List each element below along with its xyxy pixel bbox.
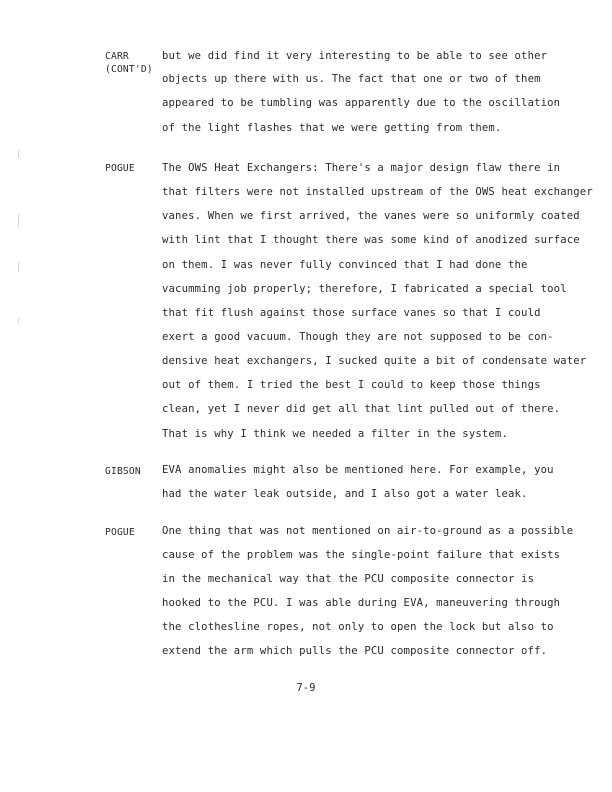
- dialogue-line: that filters were not installed upstream of the OWS heat exchanger: [162, 186, 593, 198]
- dialogue-line: One thing that was not mentioned on air-to-ground as a possible: [162, 525, 574, 537]
- dialogue-line: objects up there with us. The fact that one or two of them: [162, 73, 541, 85]
- dialogue-line: with lint that I thought there was some kind of anodized surface: [162, 234, 580, 246]
- dialogue-line: that fit flush against those surface vanes so that I could: [162, 307, 541, 319]
- dialogue-line: appeared to be tumbling was apparently due to the oscillation: [162, 97, 561, 109]
- dialogue-line: vanes. When we first arrived, the vanes were so uniformly coated: [162, 210, 580, 222]
- dialogue-line: That is why I think we needed a filter in the system.: [162, 428, 508, 440]
- dialogue-line: on them. I was never fully convinced that I had done the: [162, 259, 528, 271]
- speaker-label: GIBSON: [105, 466, 141, 477]
- dialogue-line: the clothesline ropes, not only to open the lock but also to: [162, 621, 554, 633]
- speaker-label: POGUE: [105, 527, 135, 538]
- dialogue-line: extend the arm which pulls the PCU composite connector off.: [162, 645, 548, 657]
- speaker-label-continued: (CONT'D): [105, 64, 153, 75]
- page-number: 7-9: [296, 682, 316, 694]
- dialogue-line: cause of the problem was the single-point failure that exists: [162, 549, 561, 561]
- dialogue-line: but we did find it very interesting to be able to see other: [162, 50, 548, 62]
- dialogue-line: out of them. I tried the best I could to keep those things: [162, 379, 541, 391]
- dialogue-line: clean, yet I never did get all that lint pulled out of there.: [162, 403, 561, 415]
- speaker-label: CARR: [105, 51, 129, 62]
- dialogue-line: vacumming job properly; therefore, I fabricated a special tool: [162, 283, 567, 295]
- dialogue-line: had the water leak outside, and I also got a water leak.: [162, 488, 528, 500]
- dialogue-line: hooked to the PCU. I was able during EVA, maneuvering through: [162, 597, 561, 609]
- scan-mark: [18, 150, 19, 158]
- scan-mark: [18, 262, 19, 272]
- scan-mark: [18, 318, 19, 324]
- dialogue-line: in the mechanical way that the PCU composite connector is: [162, 573, 535, 585]
- dialogue-line: of the light flashes that we were getting from them.: [162, 122, 502, 134]
- dialogue-line: The OWS Heat Exchangers: There's a major design flaw there in: [162, 162, 561, 174]
- speaker-label: POGUE: [105, 163, 135, 174]
- dialogue-line: densive heat exchangers, I sucked quite a bit of condensate water: [162, 355, 587, 367]
- dialogue-line: EVA anomalies might also be mentioned here. For example, you: [162, 464, 554, 476]
- dialogue-line: exert a good vacuum. Though they are not supposed to be con-: [162, 331, 554, 343]
- scan-mark: [18, 214, 19, 228]
